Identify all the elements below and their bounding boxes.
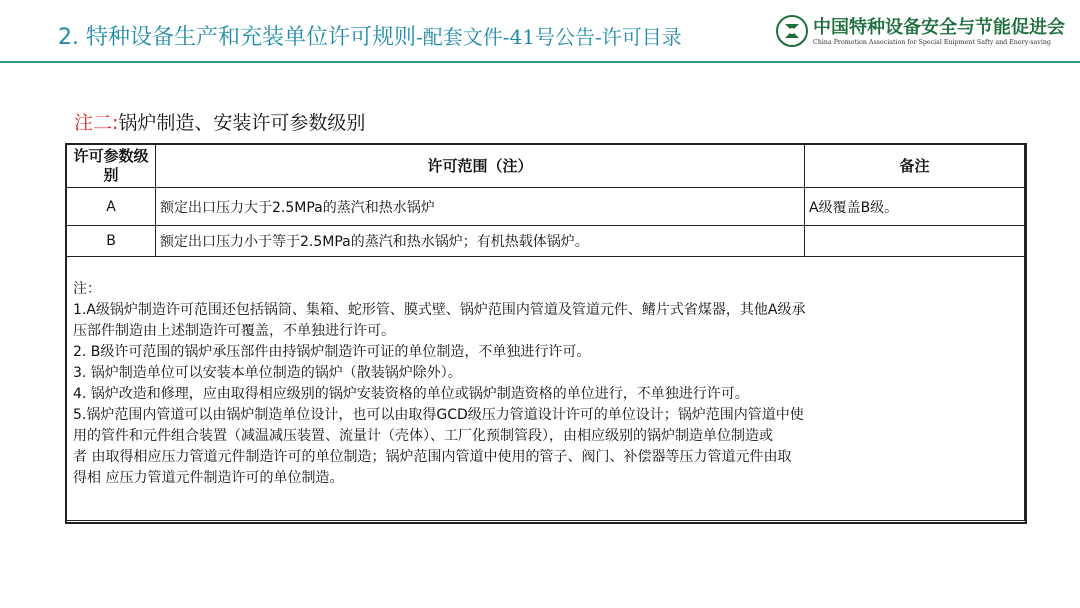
note-line: 得相 应压力管道元件制造许可的单位制造。 [73,470,344,486]
note-line: 3. 锅炉制造单位可以安装本单位制造的锅炉（散装锅炉除外）。 [73,365,462,381]
note-heading-label: 注二: [74,112,119,134]
note-heading-text: 锅炉制造、安装许可参数级别 [118,112,366,134]
row-remark [805,226,1025,257]
note-line: 5.锅炉范围内管道可以由锅炉制造单位设计，也可以由取得GCD级压力管道设计许可的单位设计；锅炉范围内管道中使 [73,407,804,423]
note-heading [74,108,365,135]
note-line: 压部件制造由上述制造许可覆盖，不单独进行许可。 [73,323,395,339]
slide-title-main: 2. 特种设备生产和充装单位许可规则 [58,25,416,50]
header-divider [0,61,1080,63]
table-row [67,188,1025,226]
note-line: 1.A级锅炉制造许可范围还包括锅筒、集箱、蛇形管、膜式壁、锅炉范围内管道及管道元件、鳍片式省煤器，其他A级承 [73,302,806,318]
row-scope: 额定出口压力大于2.5MPa的蒸汽和热水锅炉 [156,188,805,226]
logo-chinese-name: 中国特种设备安全与节能促进会 [813,17,1065,38]
header-scope: 许可范围（注） [156,145,805,188]
row-scope: 额定出口压力小于等于2.5MPa的蒸汽和热水锅炉；有机热载体锅炉。 [156,226,805,257]
row-remark: A级覆盖B级。 [805,188,1025,226]
note-line: 2. B级许可范围的锅炉承压部件由持锅炉制造许可证的单位制造，不单独进行许可。 [73,344,591,360]
slide-title [58,20,682,51]
row-level: A [67,188,156,226]
row-level: B [67,226,156,257]
notes-cell [67,257,1025,521]
slide-header [0,0,1080,62]
association-logo [775,12,1065,52]
header-remark: 备注 [805,145,1025,188]
notes-row [67,257,1025,521]
note-line: 者 由取得相应压力管道元件制造许可的单位制造；锅炉范围内管道中使用的管子、阀门、补偿器等压力管道元件由取 [73,449,792,465]
permit-level-table [66,144,1025,521]
table-row [67,226,1025,257]
notes-label: 注： [73,281,101,297]
slide-title-sub: -配套文件-41号公告-许可目录 [416,25,682,49]
header-level: 许可参数级别 [67,145,156,188]
logo-english-name: China Promotion Association for Special Euipment Safty and Enery-saving [813,39,1051,46]
note-line: 用的管件和元件组合装置（减温减压装置、流量计（壳体）、工厂化预制管段），由相应级别的锅炉制造单位制造或 [73,428,773,444]
table-header-row [67,145,1025,188]
association-logo-icon [775,14,809,48]
note-line: 4. 锅炉改造和修理，应由取得相应级别的锅炉安装资格的单位或锅炉制造资格的单位进行，不单独进行许可。 [73,386,749,402]
